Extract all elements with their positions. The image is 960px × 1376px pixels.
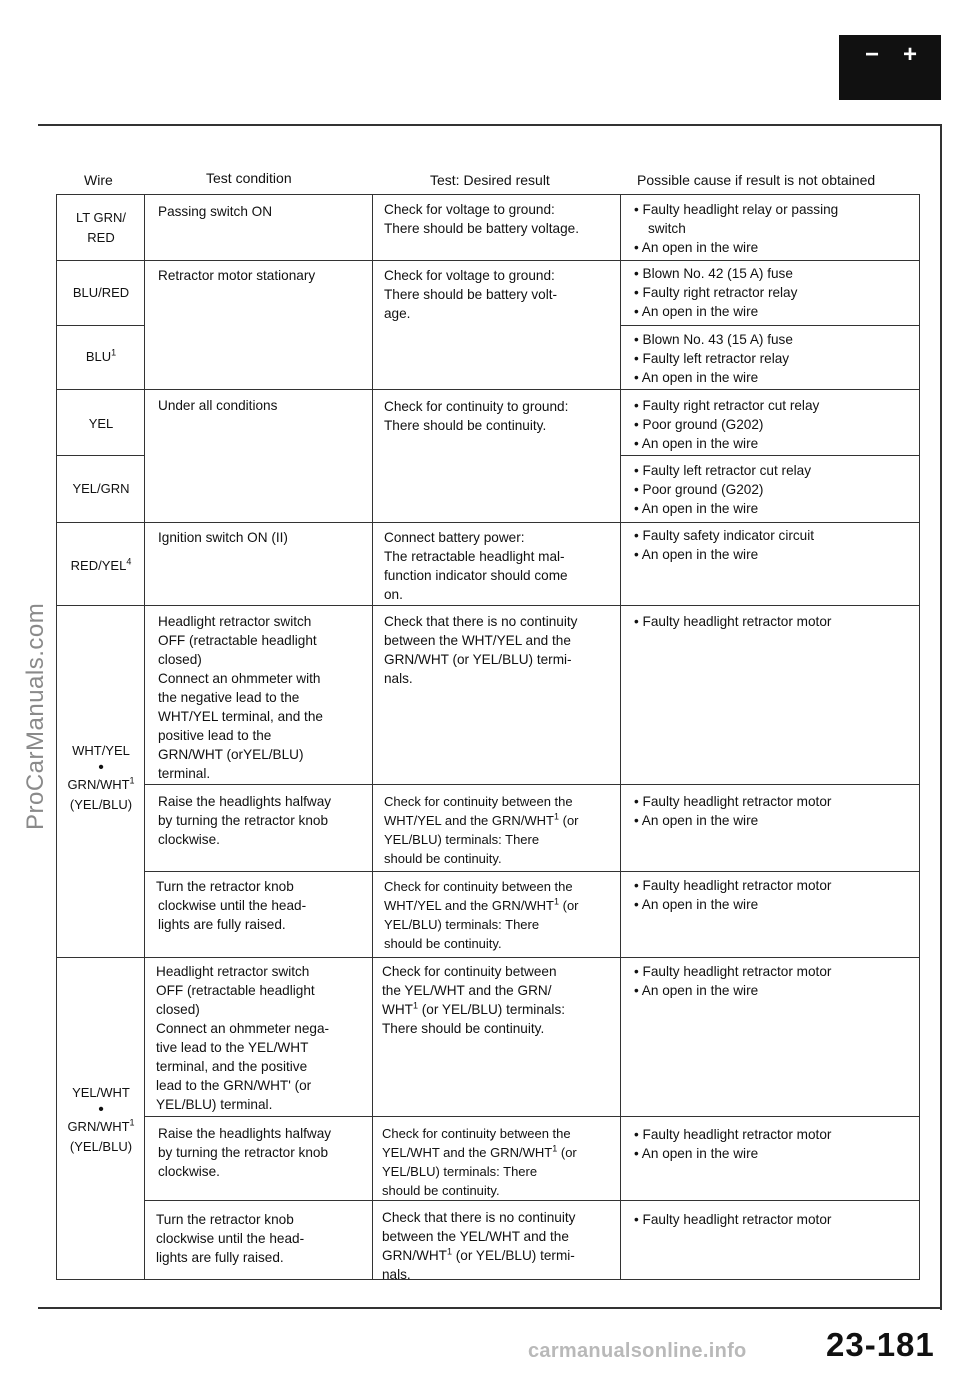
cause-left-retractor-relay: • Blown No. 43 (15 A) fuse • Faulty left retractor relay • An open in the wire: [634, 332, 793, 385]
condition-retractor-stationary: Retractor motor stationary: [158, 268, 316, 283]
header-possible-cause: Possible cause if result is not obtained: [637, 172, 876, 188]
condition-group2-halfway: Raise the headlights halfway by turning the retractor knob clockwise.: [158, 1126, 332, 1179]
footer-site-watermark: carmanualsonline.info: [528, 1340, 747, 1362]
result-battery-voltage-1: Check for voltage to ground: There should be battery voltage.: [384, 202, 579, 236]
condition-passing-switch: Passing switch ON: [158, 204, 273, 219]
cause-group1-halfway: • Faulty headlight retractor motor • An open in the wire: [634, 794, 832, 828]
row-divider: [620, 455, 920, 456]
battery-plus-sign: +: [903, 41, 918, 68]
condition-ignition-on: Ignition switch ON (II): [158, 530, 288, 545]
cause-right-cut-relay: • Faulty right retractor cut relay • Poor ground (G202) • An open in the wire: [634, 398, 820, 451]
result-group2-no-continuity: Check that there is no continuity between the YEL/WHT and the GRN/WHT$^1$ (or YEL/BLU) termi- nals.: [382, 1210, 576, 1282]
result-battery-power: Connect battery power: The retractable headlight mal- function indicator should come on.: [384, 530, 568, 602]
row-divider: [144, 1200, 920, 1201]
row-divider: [144, 871, 920, 872]
cause-safety-indicator: • Faulty safety indicator circuit • An open in the wire: [634, 528, 815, 562]
bottom-rule: [38, 1307, 942, 1309]
row-divider: [56, 260, 920, 261]
wire-lt-grn-red: LT GRN/ RED: [75, 210, 127, 245]
row-divider: [56, 455, 144, 456]
cause-group2-switch-off: • Faulty headlight retractor motor • An open in the wire: [634, 964, 832, 998]
row-divider: [56, 605, 920, 606]
result-continuity-ground: Check for continuity to ground: There should be continuity.: [384, 399, 569, 433]
cause-group1-fully-raised: • Faulty headlight retractor motor • An open in the wire: [634, 878, 832, 912]
condition-group2-switch-off: Headlight retractor switch OFF (retractable headlight closed) Connect an ohmmeter nega- tive lead to the YEL/WHT terminal, and the positive lead to the GRN/WHT' (or YEL/BLU) terminal.: [156, 964, 330, 1112]
row-divider: [620, 325, 920, 326]
cause-group1-motor: • Faulty headlight retractor motor: [634, 614, 832, 629]
row-divider: [144, 389, 920, 390]
header-test-condition: Test condition: [206, 170, 292, 186]
cause-right-retractor-relay: • Blown No. 42 (15 A) fuse • Faulty right retractor relay • An open in the wire: [634, 266, 798, 319]
result-group1-fully-raised: Check for continuity between the WHT/YEL and the GRN/WHT$^1$ (or YEL/BLU) terminals: There should be continuity.: [384, 879, 579, 951]
condition-under-all: Under all conditions: [158, 398, 278, 413]
watermark-text: ProCarManuals.com: [22, 602, 49, 830]
wire-group-yel-wht: YEL/WHT • GRN/WHT$^1$ (YEL/BLU): [67, 1085, 135, 1154]
result-group2-halfway: Check for continuity between the YEL/WHT and the GRN/WHT$^1$ (or YEL/BLU) terminals: There should be continuity.: [382, 1126, 577, 1198]
result-battery-voltage-2: Check for voltage to ground: There should be battery volt- age.: [384, 268, 558, 321]
condition-group1-switch-off: Headlight retractor switch OFF (retractable headlight closed) Connect an ohmmeter with the negative lead to the WHT/YEL terminal, and the positive lead to the GRN/WHT (orYEL/BLU) terminal.: [158, 614, 323, 781]
row-divider: [144, 784, 920, 785]
header-wire: Wire: [84, 172, 113, 188]
condition-group2-fully-raised: Turn the retractor knob clockwise until the head- lights are fully raised.: [156, 1212, 305, 1265]
wire-blu: BLU$^1$: [85, 347, 117, 364]
wire-yel: YEL: [88, 416, 114, 431]
wire-group-wht-yel: WHT/YEL • GRN/WHT$^1$ (YEL/BLU): [67, 743, 135, 812]
condition-group1-fully-raised: Turn the retractor knob clockwise until the head- lights are fully raised.: [156, 879, 307, 932]
header-desired-result: Test: Desired result: [430, 172, 550, 188]
row-divider: [56, 325, 144, 326]
battery-minus-sign: −: [865, 41, 880, 68]
row-divider: [56, 522, 920, 523]
result-group1-halfway: Check for continuity between the WHT/YEL and the GRN/WHT$^1$ (or YEL/BLU) terminals: There should be continuity.: [384, 794, 579, 866]
wire-blu-red: BLU/RED: [72, 285, 130, 300]
result-group1-no-continuity: Check that there is no continuity between the WHT/YEL and the GRN/WHT (or YEL/BLU) termi- nals.: [384, 614, 578, 686]
cause-group2-no-continuity: • Faulty headlight retractor motor: [634, 1212, 832, 1227]
row-divider: [144, 1116, 920, 1117]
battery-icon: [839, 35, 941, 100]
row-divider: [56, 957, 920, 958]
page-number: 23-181: [826, 1326, 935, 1363]
wire-red-yel: RED/YEL$^4$: [70, 556, 132, 573]
condition-group1-halfway: Raise the headlights halfway by turning the retractor knob clockwise.: [158, 794, 332, 847]
cause-group2-halfway: • Faulty headlight retractor motor • An open in the wire: [634, 1127, 832, 1161]
row-divider: [56, 389, 144, 390]
cause-left-cut-relay: • Faulty left retractor cut relay • Poor ground (G202) • An open in the wire: [634, 463, 812, 516]
result-group2-switch-off: Check for continuity between the YEL/WHT and the GRN/ WHT$^1$ (or YEL/BLU) terminals: There should be continuity.: [382, 964, 566, 1036]
wire-yel-grn: YEL/GRN: [72, 481, 130, 496]
cause-passing-relay: • Faulty headlight relay or passing switch • An open in the wire: [634, 202, 839, 255]
